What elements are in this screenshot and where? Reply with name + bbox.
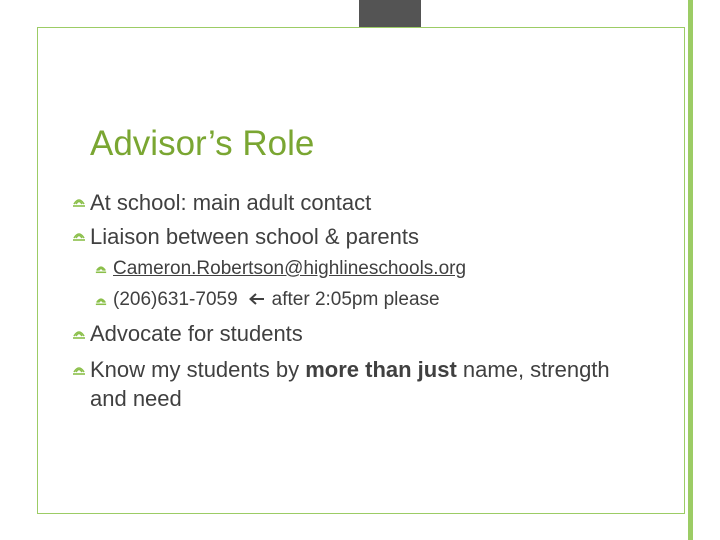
bullet-icon	[71, 228, 87, 242]
bullet-icon	[71, 362, 87, 376]
phone-number: (206)631-7059	[113, 289, 238, 310]
left-arrow-icon	[248, 289, 266, 311]
top-accent-tab	[359, 0, 421, 27]
phone-bullet	[113, 289, 440, 311]
slide-title: Advisor’s Role	[90, 124, 315, 163]
bullet-icon	[71, 194, 87, 208]
bullet-item: Advocate for students	[90, 321, 303, 346]
bullet-item: Liaison between school & parents	[90, 224, 419, 249]
bullet-item: At school: main adult contact	[90, 190, 372, 215]
bullet-item-continuation: and need	[90, 386, 182, 411]
right-accent-bar	[688, 0, 693, 540]
bullet-icon	[94, 294, 108, 306]
phone-hours: after 2:05pm please	[271, 289, 440, 310]
bullet-text-pre: Know my students by	[90, 357, 306, 382]
bullet-text-post: name, strength	[456, 357, 610, 382]
email-link[interactable]: Cameron.Robertson@highlineschools.org	[113, 258, 467, 279]
bullet-text-bold: more than just	[305, 357, 457, 382]
bullet-icon	[94, 262, 108, 274]
bullet-item	[90, 357, 610, 383]
bullet-icon	[71, 326, 87, 340]
